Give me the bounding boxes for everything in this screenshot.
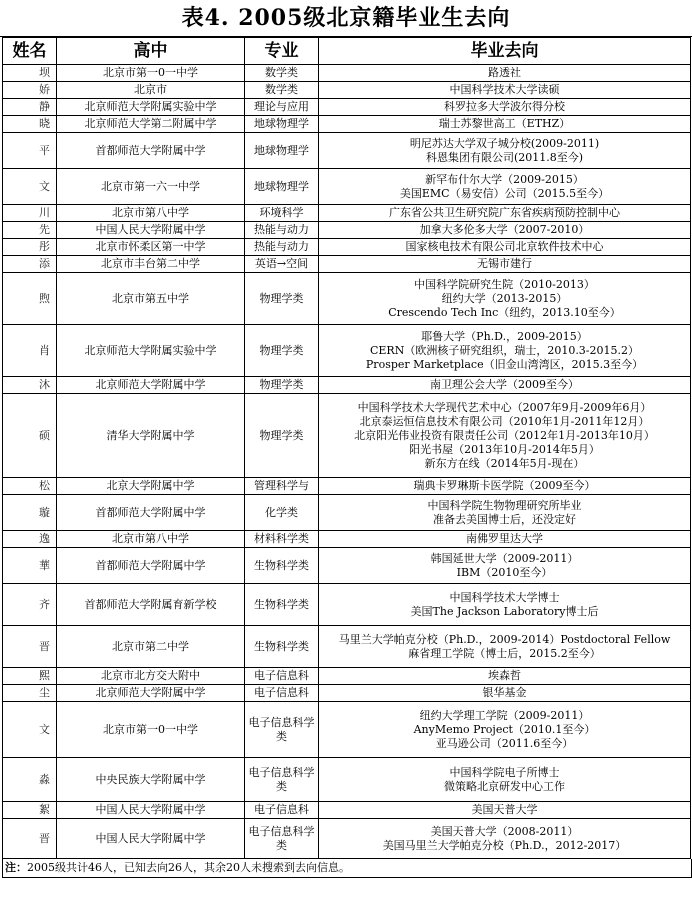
header-major: 专业 [245,38,319,65]
cell-school: 北京师范大学附属中学 [57,377,245,394]
table-row [3,99,691,116]
cell-major: 热能与动力 [245,239,319,256]
cell-destination [319,626,691,668]
cell-name: 煦 [3,273,57,325]
cell-name: 淼 [3,758,57,802]
cell-name: 彤 [3,239,57,256]
cell-name: 松 [3,478,57,495]
table-row [3,325,691,377]
cell-destination [319,685,691,702]
destination-line: 中国科学院电子所博士 [449,765,560,779]
cell-school: 首都师范大学附属中学 [57,548,245,584]
cell-destination [319,325,691,377]
destination-line: 瑞士苏黎世高工（ETHZ） [438,117,571,130]
cell-name: 文 [3,169,57,205]
footnote-text: 2005级共计46人，已知去向26人，其余20人未搜索到去向信息。 [27,861,350,874]
cell-school: 北京大学附属中学 [57,478,245,495]
destination-line: 纽约大学理工学院（2009-2011） [419,708,590,722]
cell-school: 北京师范大学第二附属中学 [57,116,245,133]
cell-destination [319,256,691,273]
cell-school: 清华大学附属中学 [57,394,245,478]
cell-school: 北京市丰台第二中学 [57,256,245,273]
destination-line: 北京泰运恒信息技术有限公司（2010年1月-2011年12月） [359,414,650,428]
cell-name: 文 [3,702,57,758]
destination-line: 马里兰大学帕克分校（Ph.D.，2009-2014）Postdoctoral Fellow [338,632,671,646]
destination-line: 中国科学技术大学现代艺术中心（2007年9月-2009年6月） [357,400,652,414]
cell-name: 添 [3,256,57,273]
cell-school: 中国人民大学附属中学 [57,802,245,819]
cell-name: 晋 [3,819,57,859]
destination-line: 南佛罗里达大学 [466,532,543,545]
table-row [3,133,691,169]
destination-line: 麻省理工学院（博士后，2015.2至今） [408,646,601,660]
destination-line: Crescendo Tech Inc（纽约，2013.10至今） [388,305,621,319]
cell-major: 数学类 [245,82,319,99]
table-row [3,495,691,531]
cell-school: 北京市第八中学 [57,205,245,222]
table-row [3,205,691,222]
destination-line: CERN（欧洲核子研究组织，瑞士，2010.3-2015.2） [369,343,640,357]
destination-line: 美国天普大学 [471,803,538,816]
cell-destination [319,239,691,256]
table-row [3,478,691,495]
cell-destination [319,133,691,169]
cell-major: 热能与动力 [245,222,319,239]
destination-line: 美国天普大学（2008-2011） [430,824,579,838]
destination-line: 路透社 [488,66,521,79]
cell-destination [319,531,691,548]
cell-school: 北京市北方交大附中 [57,668,245,685]
cell-school: 北京市第一0一中学 [57,65,245,82]
cell-school: 北京市第五中学 [57,273,245,325]
destination-line: 准备去美国博士后，还没定好 [433,512,576,526]
table-row [3,685,691,702]
cell-destination [319,377,691,394]
table-row [3,802,691,819]
cell-destination [319,802,691,819]
destination-line: 埃森哲 [488,669,521,682]
table-row [3,256,691,273]
destination-line: 中国科学院生物物理研究所毕业 [427,498,582,512]
cell-major: 电子信息科学类 [245,758,319,802]
cell-major: 电子信息科 [245,802,319,819]
cell-name: 肖 [3,325,57,377]
cell-major: 电子信息科学类 [245,702,319,758]
cell-name: 華 [3,548,57,584]
cell-name: 沐 [3,377,57,394]
table-body [3,65,691,859]
cell-school: 北京市第八中学 [57,531,245,548]
cell-destination [319,394,691,478]
table-row [3,668,691,685]
table-row [3,239,691,256]
cell-destination [319,169,691,205]
cell-school: 北京市怀柔区第一中学 [57,239,245,256]
cell-major: 电子信息科学类 [245,819,319,859]
table-row [3,116,691,133]
cell-destination [319,222,691,239]
cell-destination [319,116,691,133]
destination-line: 纽约大学（2013-2015） [441,291,568,305]
table-header-row [3,38,691,65]
cell-major: 管理科学与 [245,478,319,495]
table-row [3,222,691,239]
graduates-table [2,37,691,859]
footnote-label: 注： [5,861,27,874]
destination-line: 耶鲁大学（Ph.D.，2009-2015） [421,329,588,343]
cell-name: 璇 [3,495,57,531]
cell-school: 中央民族大学附属中学 [57,758,245,802]
cell-destination [319,758,691,802]
destination-line: 微策略北京研发中心工作 [444,779,565,793]
destination-line: 新东方在线（2014年5月-现在） [424,456,585,470]
destination-line: 瑞典卡罗琳斯卡医学院（2009至今） [413,479,596,492]
table-row [3,169,691,205]
page-title: 表4. 2005级北京籍毕业生去向 [0,0,692,37]
cell-destination [319,548,691,584]
destination-line: 韩国延世大学（2009-2011） [430,551,579,565]
cell-major: 环境科学 [245,205,319,222]
table-row [3,584,691,626]
cell-major: 数学类 [245,65,319,82]
cell-major: 生物科学类 [245,626,319,668]
cell-major: 电子信息科 [245,668,319,685]
cell-destination [319,668,691,685]
table-row [3,819,691,859]
cell-school: 北京市第一六一中学 [57,169,245,205]
cell-destination [319,495,691,531]
cell-major: 物理学类 [245,394,319,478]
destination-line: AnyMemo Project（2010.1至今） [413,722,596,736]
cell-name: 先 [3,222,57,239]
cell-name: 逸 [3,531,57,548]
header-school: 高中 [57,38,245,65]
cell-school: 首都师范大学附属中学 [57,133,245,169]
cell-name: 晋 [3,626,57,668]
cell-major: 地球物理学 [245,133,319,169]
cell-name: 絮 [3,802,57,819]
table-row [3,758,691,802]
table-row [3,377,691,394]
cell-destination [319,65,691,82]
cell-name: 川 [3,205,57,222]
cell-school: 首都师范大学附属中学 [57,495,245,531]
destination-line: 美国EMC（易安信）公司（2015.5至今） [399,186,610,200]
cell-name: 晓 [3,116,57,133]
cell-destination [319,273,691,325]
table-row [3,626,691,668]
cell-name: 平 [3,133,57,169]
destination-line: 科罗拉多大学波尔得分校 [444,100,565,113]
cell-school: 北京师范大学附属中学 [57,685,245,702]
cell-name: 硕 [3,394,57,478]
destination-line: 美国马里兰大学帕克分校（Ph.D.，2012-2017） [382,838,627,852]
cell-school: 北京市 [57,82,245,99]
cell-major: 材料科学类 [245,531,319,548]
destination-line: 阳光书屋（2013年10月-2014年5月） [409,442,600,456]
cell-school: 首都师范大学附属育新学校 [57,584,245,626]
table-row [3,548,691,584]
cell-name: 尘 [3,685,57,702]
header-destination: 毕业去向 [319,38,691,65]
destination-line: 中国科学院研究生院（2010-2013） [414,277,595,291]
cell-major: 电子信息科 [245,685,319,702]
cell-school: 北京市第一0一中学 [57,702,245,758]
table-row [3,531,691,548]
footnote [2,859,692,878]
destination-line: 明尼苏达大学双子城分校(2009-2011) [409,136,600,150]
destination-line: IBM（2010至今） [456,565,553,579]
cell-school: 中国人民大学附属中学 [57,819,245,859]
cell-destination [319,82,691,99]
cell-destination [319,478,691,495]
destination-line: 广东省公共卫生研究院广东省疾病预防控制中心 [389,206,620,219]
destination-line: 科恩集团有限公司(2011.8至今) [425,150,584,164]
destination-line: 银华基金 [482,686,527,699]
cell-major: 物理学类 [245,273,319,325]
cell-destination [319,584,691,626]
table-row [3,273,691,325]
table-row [3,702,691,758]
destination-line: 南卫理公会大学（2009至今） [430,378,579,391]
destination-line: 国家核电技术有限公司北京软件技术中心 [405,240,604,253]
destination-line: 无锡市建行 [477,257,532,270]
cell-major: 生物科学类 [245,584,319,626]
destination-line: Prosper Marketplace（旧金山湾湾区，2015.3至今） [365,357,644,371]
cell-destination [319,99,691,116]
destination-line: 中国科学技术大学博士 [449,590,560,604]
cell-major: 物理学类 [245,377,319,394]
destination-line: 加拿大多伦多大学（2007-2010） [419,223,590,236]
cell-destination [319,702,691,758]
cell-name: 齐 [3,584,57,626]
cell-destination [319,819,691,859]
cell-major: 生物科学类 [245,548,319,584]
cell-school: 中国人民大学附属中学 [57,222,245,239]
cell-school: 北京市第二中学 [57,626,245,668]
destination-line: 新罕布什尔大学（2009-2015） [425,172,584,186]
cell-major: 理论与应用 [245,99,319,116]
table-row [3,394,691,478]
cell-major: 地球物理学 [245,169,319,205]
cell-name: 熙 [3,668,57,685]
table-row [3,65,691,82]
destination-line: 亚马逊公司（2011.6至今） [435,736,574,750]
cell-destination [319,205,691,222]
cell-name: 静 [3,99,57,116]
cell-name: 坝 [3,65,57,82]
cell-major: 英语→空间 [245,256,319,273]
cell-major: 化学类 [245,495,319,531]
cell-school: 北京师范大学附属实验中学 [57,99,245,116]
table-row [3,82,691,99]
cell-major: 地球物理学 [245,116,319,133]
cell-name: 娇 [3,82,57,99]
cell-major: 物理学类 [245,325,319,377]
destination-line: 北京阳光伟业投资有限责任公司（2012年1月-2013年10月） [354,428,655,442]
destination-line: 中国科学技术大学读硕 [449,83,560,96]
header-name: 姓名 [3,38,57,65]
cell-school: 北京师范大学附属实验中学 [57,325,245,377]
destination-line: 美国The Jackson Laboratory博士后 [410,604,599,618]
